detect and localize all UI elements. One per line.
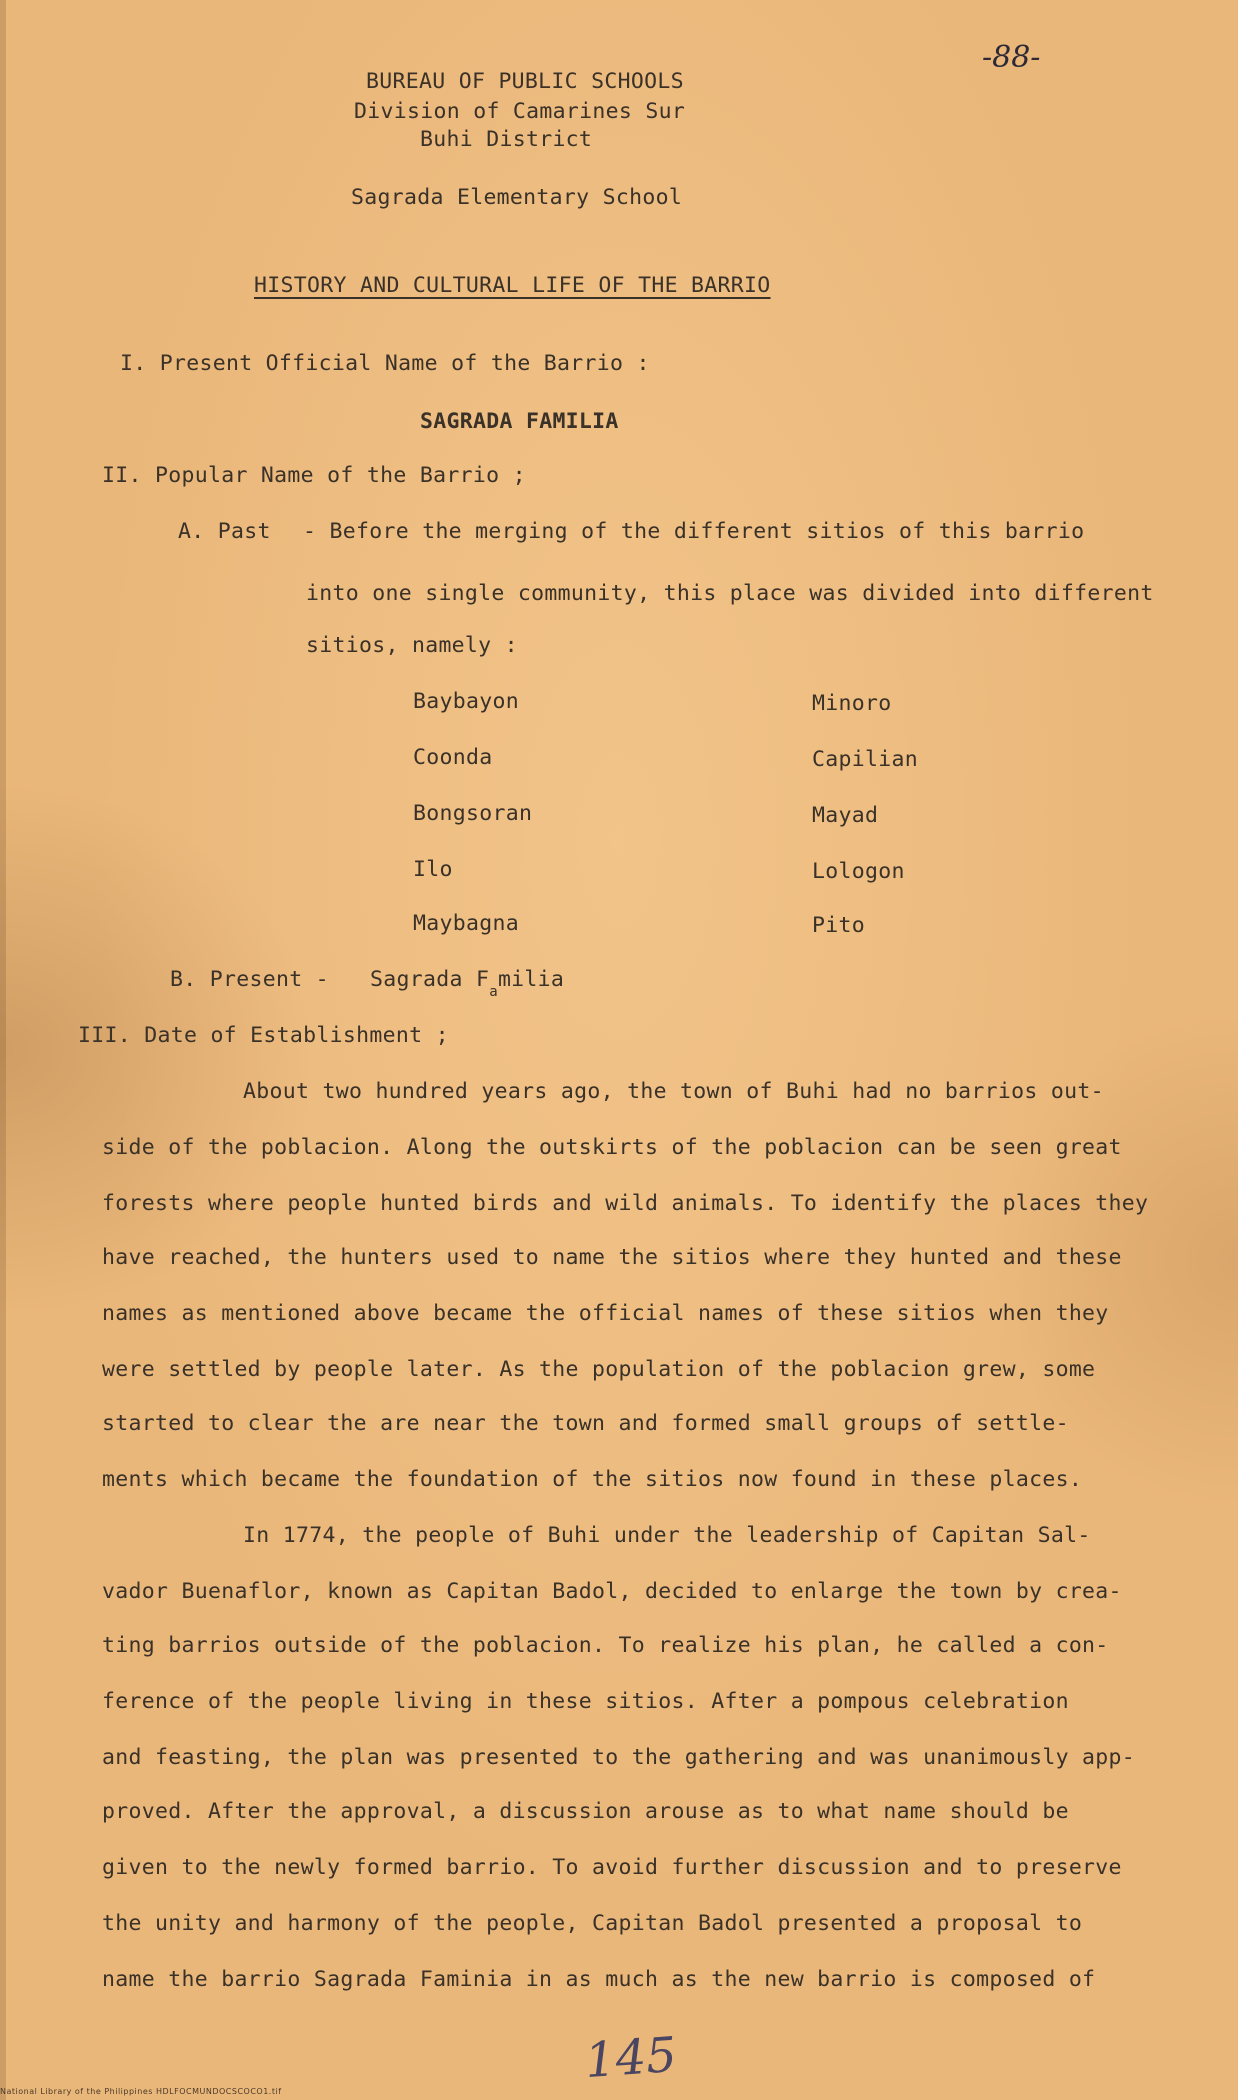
header-district: Buhi District bbox=[420, 127, 593, 152]
para2-line9: name the barrio Sagrada Faminia in as much as the new barrio is composed of bbox=[102, 1967, 1096, 1992]
sitio-right-4: Lologon bbox=[812, 859, 905, 884]
header-school: Sagrada Elementary School bbox=[351, 185, 683, 210]
section2-heading: II. Popular Name of the Barrio ; bbox=[102, 463, 526, 488]
sitio-right-2: Capilian bbox=[812, 747, 918, 772]
para2-line3: ting barrios outside of the poblacion. To realize his plan, he called a con- bbox=[102, 1633, 1109, 1658]
sitio-left-5: Maybagna bbox=[413, 911, 519, 936]
section3-heading: III. Date of Establishment ; bbox=[78, 1023, 449, 1048]
para1-line2: side of the poblacion. Along the outskirts of the poblacion can be seen great bbox=[102, 1135, 1122, 1160]
present-label: B. Present - bbox=[170, 967, 329, 992]
document-title: HISTORY AND CULTURAL LIFE OF THE BARRIO bbox=[254, 273, 771, 298]
past-text-2: into one single community, this place was divided into different bbox=[306, 581, 1154, 606]
para2-line7: given to the newly formed barrio. To avoid further discussion and to preserve bbox=[102, 1855, 1122, 1880]
page-number: -88- bbox=[982, 40, 1041, 75]
header-division: Division of Camarines Sur bbox=[354, 99, 686, 124]
past-label: A. Past bbox=[178, 519, 271, 544]
official-name: SAGRADA FAMILIA bbox=[420, 409, 619, 434]
para1-line3: forests where people hunted birds and wild animals. To identify the places they bbox=[102, 1191, 1149, 1216]
para2-line2: vador Buenaflor, known as Capitan Badol, decided to enlarge the town by crea- bbox=[102, 1579, 1122, 1604]
present-value: Sagrada $F_amilia$ bbox=[370, 967, 565, 1000]
handwritten-page-number: 145 bbox=[583, 2026, 679, 2090]
archive-footer: National Library of the Philippines HDLFOCMUNDOCSCOCO1.tif bbox=[0, 2087, 282, 2096]
para1-line8: ments which became the foundation of the sitios now found in these places. bbox=[102, 1467, 1083, 1492]
section1-heading: I. Present Official Name of the Barrio : bbox=[120, 351, 650, 376]
past-text-1: - Before the merging of the different sitios of this barrio bbox=[303, 519, 1085, 544]
page-fold-shadow bbox=[0, 0, 6, 2100]
para2-line4: ference of the people living in these sitios. After a pompous celebration bbox=[102, 1689, 1069, 1714]
sitio-left-3: Bongsoran bbox=[413, 801, 533, 826]
para1-line6: were settled by people later. As the population of the poblacion grew, some bbox=[102, 1357, 1096, 1382]
para2-line1: In 1774, the people of Buhi under the leadership of Capitan Sal- bbox=[243, 1523, 1091, 1548]
para1-line5: names as mentioned above became the official names of these sitios when they bbox=[102, 1301, 1109, 1326]
header-bureau: BUREAU OF PUBLIC SCHOOLS bbox=[366, 69, 684, 94]
para2-line8: the unity and harmony of the people, Capitan Badol presented a proposal to bbox=[102, 1911, 1083, 1936]
past-text-3: sitios, namely : bbox=[306, 633, 518, 658]
sitio-right-3: Mayad bbox=[812, 803, 879, 828]
para1-line4: have reached, the hunters used to name the sitios where they hunted and these bbox=[102, 1245, 1122, 1270]
sitio-left-1: Baybayon bbox=[413, 689, 519, 714]
sitio-right-1: Minoro bbox=[812, 691, 892, 716]
para2-line6: proved. After the approval, a discussion arouse as to what name should be bbox=[102, 1799, 1069, 1824]
para1-line7: started to clear the are near the town and formed small groups of settle- bbox=[102, 1411, 1069, 1436]
para2-line5: and feasting, the plan was presented to the gathering and was unanimously app- bbox=[102, 1745, 1136, 1770]
sitio-left-2: Coonda bbox=[413, 745, 493, 770]
sitio-left-4: Ilo bbox=[413, 857, 453, 882]
sitio-right-5: Pito bbox=[812, 913, 865, 938]
para1-line1: About two hundred years ago, the town of Buhi had no barrios out- bbox=[243, 1079, 1104, 1104]
